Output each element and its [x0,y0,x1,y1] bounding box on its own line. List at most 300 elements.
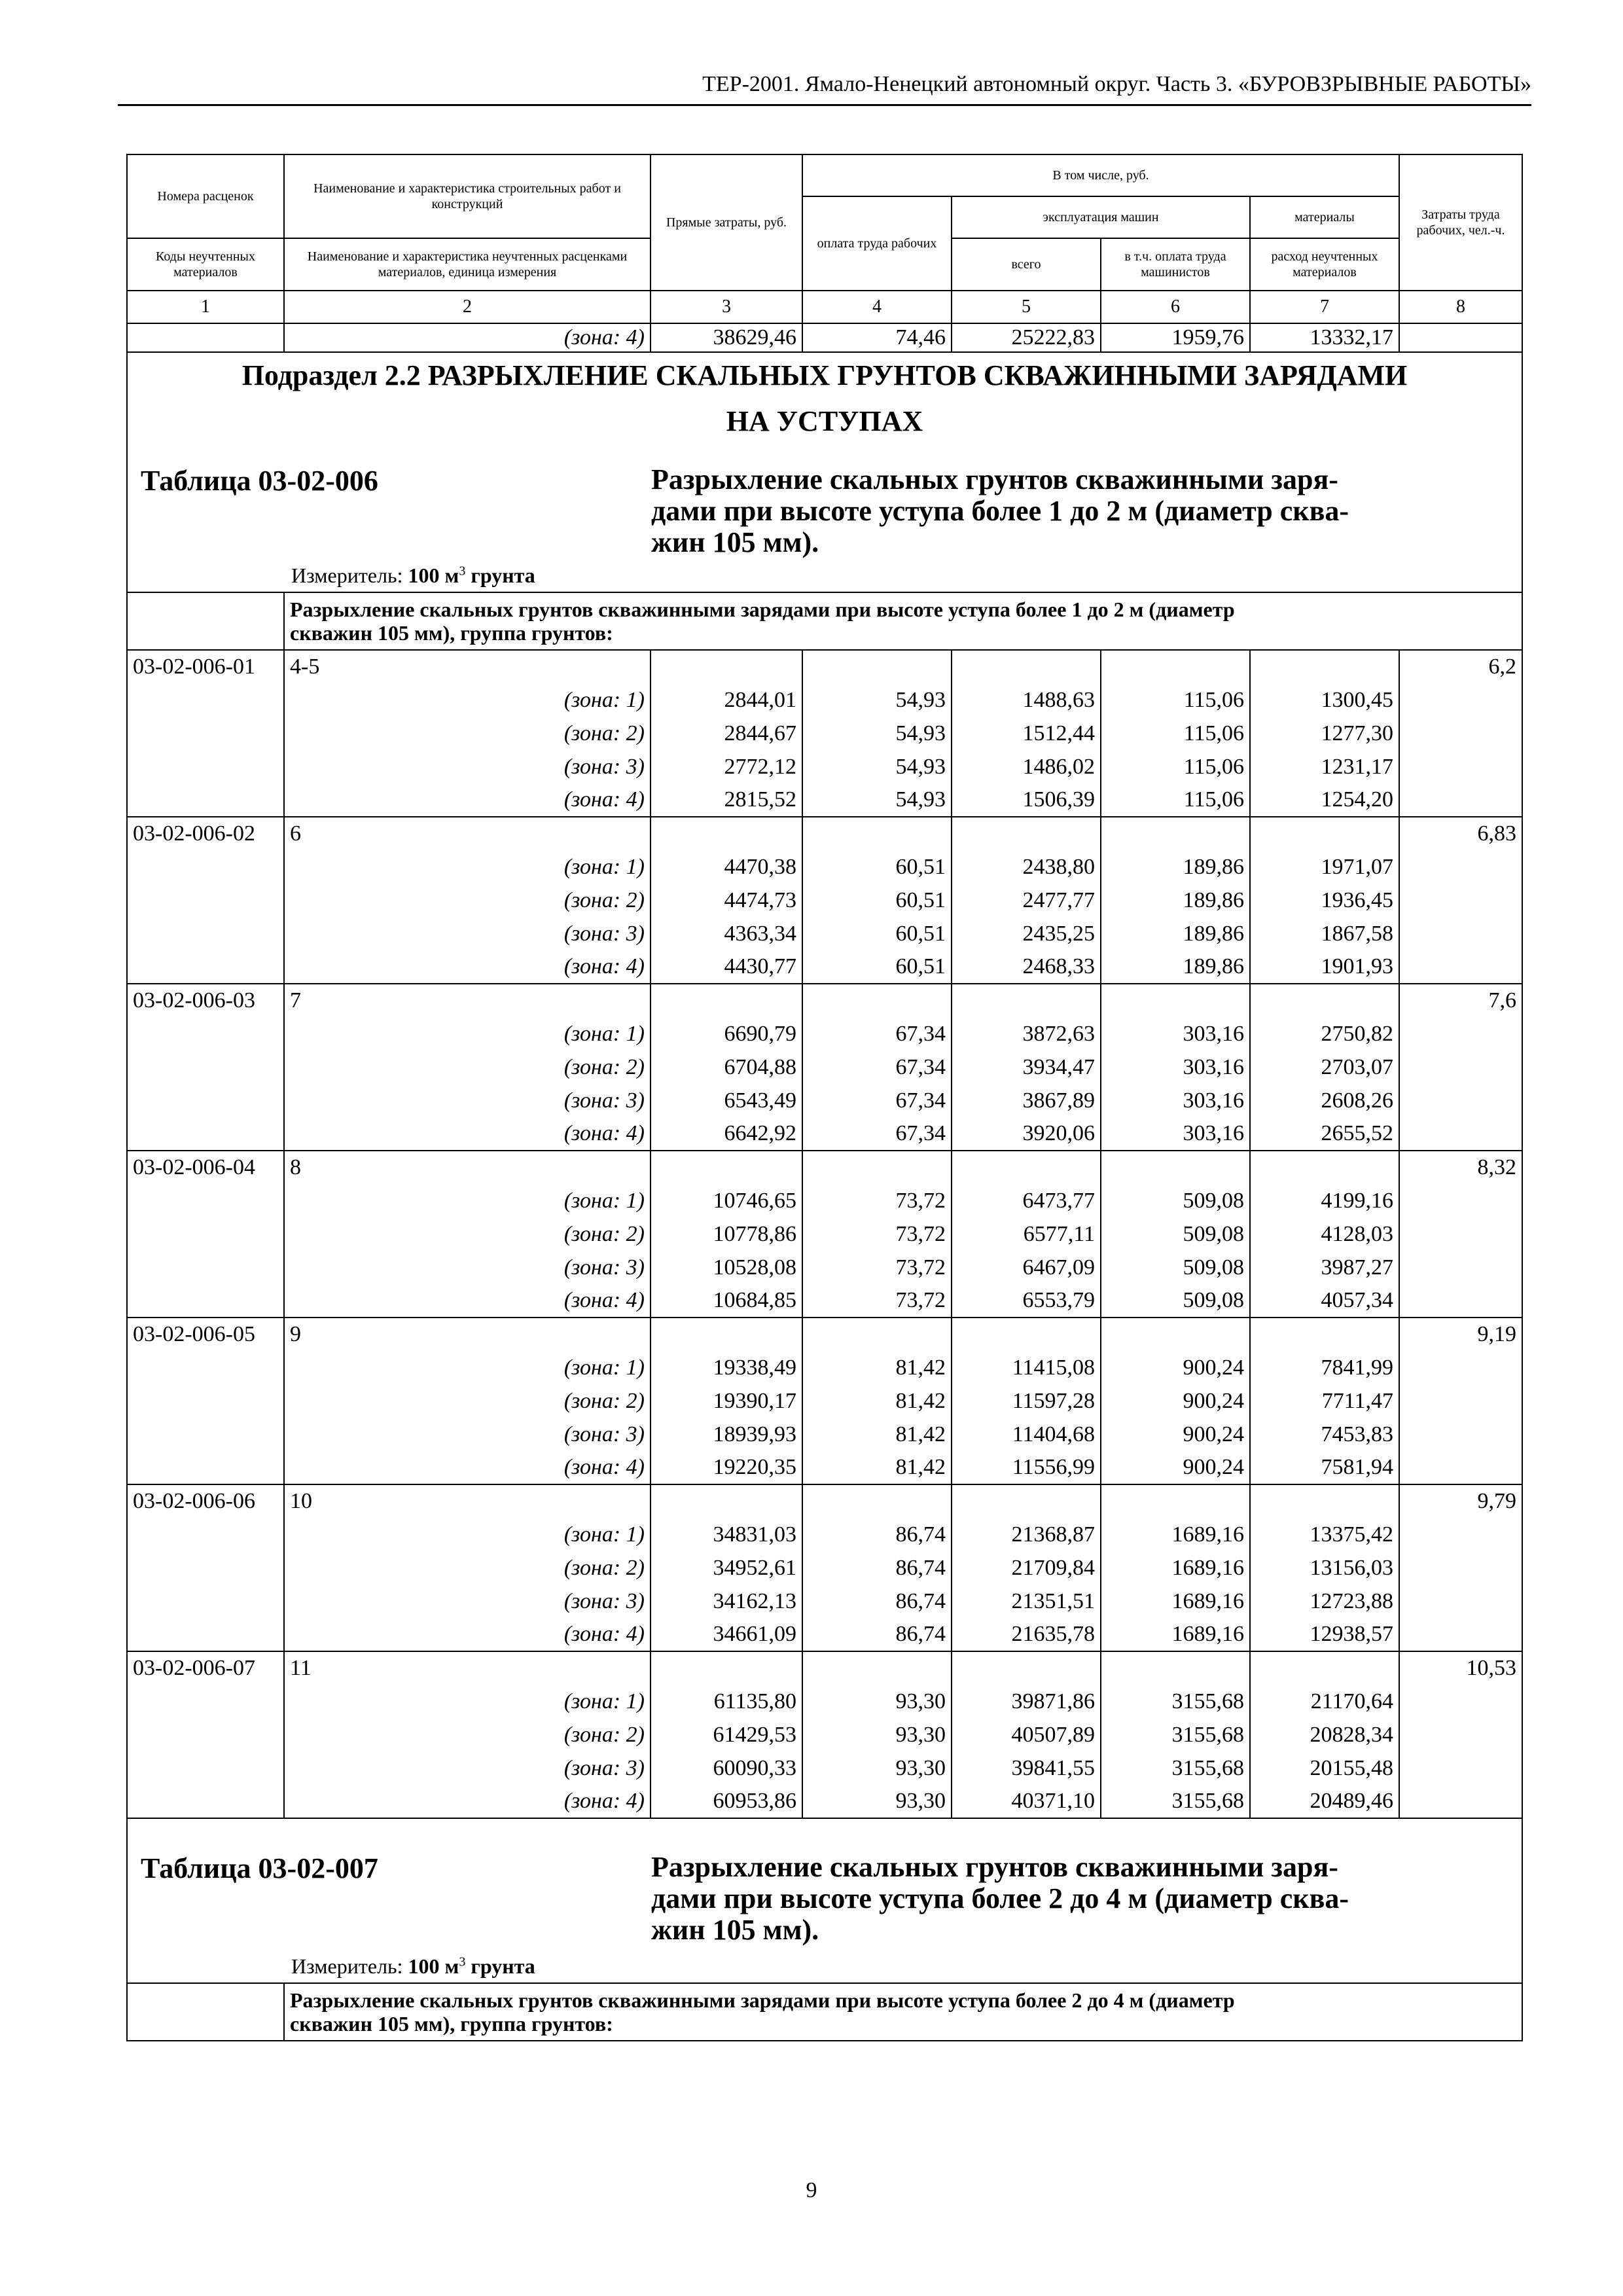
table1-title [651,464,1436,558]
zone-materials: 12723,88 [1250,1585,1399,1618]
empty-cell [1399,1418,1522,1451]
table1-desc-row [127,592,1522,650]
zone-operators: 509,08 [1101,1217,1250,1251]
zone-machines: 39871,86 [952,1685,1101,1718]
zone-row [127,1618,1522,1651]
zone-row [127,1551,1522,1585]
col-number-7: 7 [1250,291,1399,323]
col-machines-operators: в т.ч. оплата труда машинистов [1101,238,1250,291]
zone-direct: 2772,12 [651,750,802,783]
zone-materials: 4057,34 [1250,1284,1399,1318]
zone-labor: 60,51 [802,884,952,917]
zone-labor: 73,72 [802,1251,952,1284]
rate-group-header [127,1318,1522,1351]
empty-cell [127,1718,284,1751]
zone-direct: 6642,92 [651,1117,802,1151]
empty-cell [127,1585,284,1618]
zone-row [127,1251,1522,1284]
zone-direct: 4470,38 [651,850,802,884]
zone-materials: 4199,16 [1250,1184,1399,1217]
empty-cell [1399,1251,1522,1284]
zone-materials: 1971,07 [1250,850,1399,884]
zone-direct: 60953,86 [651,1785,802,1818]
zone-machines: 6467,09 [952,1251,1101,1284]
empty-cell [952,650,1101,683]
zone-labor: 54,93 [802,683,952,717]
zone-materials: 1867,58 [1250,917,1399,950]
table2-meter-unit: грунта [471,1954,535,1978]
rate-group-header [127,1651,1522,1685]
zone-label: (зона: 1) [284,683,651,717]
rate-code: 03-02-006-04 [127,1151,284,1184]
col-number-5: 5 [952,291,1101,323]
zone-row [127,1184,1522,1217]
zone-label: (зона: 4) [284,783,651,817]
empty-cell [1250,1318,1399,1351]
zone-label: (зона: 2) [284,1718,651,1751]
empty-cell [127,884,284,917]
zone-operators: 509,08 [1101,1284,1250,1318]
zone-row [127,1751,1522,1785]
zone-machines: 21709,84 [952,1551,1101,1585]
zone-row [127,783,1522,817]
zone-label: (зона: 3) [284,917,651,950]
zone-label: (зона: 2) [284,1551,651,1585]
zone-direct: 2844,01 [651,683,802,717]
zone-row [127,1585,1522,1618]
rate-labor-hours: 9,79 [1399,1484,1522,1518]
zone-machines: 21351,51 [952,1585,1101,1618]
zone-materials: 1277,30 [1250,717,1399,750]
empty-cell [1399,1117,1522,1151]
zone-row [127,1351,1522,1384]
zone-machines: 2435,25 [952,917,1101,950]
zone-row [127,850,1522,884]
section-title-line-1: Подраздел 2.2 РАЗРЫХЛЕНИЕ СКАЛЬНЫХ ГРУНТОВ СКВАЖИННЫМИ ЗАРЯДАМИ [241,359,1408,391]
zone-row [127,1685,1522,1718]
empty-cell [127,1785,284,1818]
header-rule [118,104,1531,106]
empty-cell [1250,984,1399,1017]
zone-materials: 12938,57 [1250,1618,1399,1651]
column-numbers-row [127,291,1522,323]
rate-code: 03-02-006-01 [127,650,284,683]
zone-direct: 6704,88 [651,1050,802,1084]
table2-meter-value: 100 м [408,1954,459,1978]
zone-labor: 54,93 [802,783,952,817]
zone-row [127,1017,1522,1050]
empty-cell [127,1551,284,1585]
table1-title-line-1: Разрыхление скальных грунтов скважинными заря- [651,463,1338,495]
zone-labor: 86,74 [802,1518,952,1551]
empty-cell [1399,1217,1522,1251]
zone-labor: 73,72 [802,1184,952,1217]
zone-direct: 6690,79 [651,1017,802,1050]
col-number-4: 4 [802,291,952,323]
empty-cell [127,1184,284,1217]
rate-labor-hours: 10,53 [1399,1651,1522,1685]
empty-cell [1399,1284,1522,1318]
zone-operators: 303,16 [1101,1117,1250,1151]
table2-desc-line-2: скважин 105 мм), группа грунтов: [290,2012,613,2036]
col-including: В том числе, руб. [802,154,1399,196]
zone-label: (зона: 4) [284,1785,651,1818]
rate-group-header [127,1151,1522,1184]
empty-cell [1101,1318,1250,1351]
zone-operators: 1689,16 [1101,1585,1250,1618]
zone-direct: 34162,13 [651,1585,802,1618]
col-number-3: 3 [651,291,802,323]
zone-operators: 509,08 [1101,1184,1250,1217]
zone-labor: 93,30 [802,1718,952,1751]
empty-cell [127,750,284,783]
zone-label: (зона: 1) [284,1518,651,1551]
zone-labor: 86,74 [802,1585,952,1618]
empty-cell [127,917,284,950]
zone-direct: 34831,03 [651,1518,802,1551]
table2-heading [128,1819,1522,1982]
empty-cell [127,717,284,750]
zone-materials: 2608,26 [1250,1084,1399,1117]
empty-cell [651,1318,802,1351]
zone-direct: 19220,35 [651,1451,802,1484]
page-number: 9 [806,2178,817,2202]
rate-code: 03-02-006-03 [127,984,284,1017]
zone-row [127,1384,1522,1418]
empty-cell [1399,1518,1522,1551]
zone-direct: 10684,85 [651,1284,802,1318]
zone-operators: 189,86 [1101,884,1250,917]
zone-row [127,1117,1522,1151]
empty-cell [127,1017,284,1050]
zone-machines: 11597,28 [952,1384,1101,1418]
empty-cell [1101,984,1250,1017]
zone-materials: 1936,45 [1250,884,1399,917]
zone-labor: 67,34 [802,1050,952,1084]
empty-cell [1399,1718,1522,1751]
empty-cell [1399,1785,1522,1818]
zone-label: (зона: 4) [284,950,651,984]
empty-cell [127,1217,284,1251]
col-name-bottom: Наименование и характеристика неучтенных расценками материалов, единица измерения [284,238,651,291]
table1-code: Таблица 03-02-006 [141,465,378,497]
table2-title-line-2: дами при высоте уступа более 2 до 4 м (диаметр сква- [651,1882,1349,1914]
zone-label: (зона: 2) [284,884,651,917]
col-machines: эксплуатация машин [952,196,1250,238]
running-head: ТЕР-2001. Ямало-Ненецкий автономный округ. Часть 3. «БУРОВЗРЫВНЫЕ РАБОТЫ» [702,72,1531,96]
zone-direct: 2815,52 [651,783,802,817]
zone-materials: 2703,07 [1250,1050,1399,1084]
zone-machines: 40371,10 [952,1785,1101,1818]
col-number-2: 2 [284,291,651,323]
zone-row [127,917,1522,950]
empty-cell [651,1484,802,1518]
rate-name: 4-5 [284,650,651,683]
section-title-line-2: НА УСТУПАХ [726,405,923,437]
zone-materials: 3987,27 [1250,1251,1399,1284]
zone-materials: 1901,93 [1250,950,1399,984]
zone-operators: 189,86 [1101,850,1250,884]
empty-cell [802,1484,952,1518]
zone-label: (зона: 2) [284,1217,651,1251]
empty-cell [127,950,284,984]
zone-direct: 4430,77 [651,950,802,984]
zone-row [127,683,1522,717]
col-direct: Прямые затраты, руб. [651,154,802,291]
zone-row [127,1418,1522,1451]
empty-cell [1399,1451,1522,1484]
empty-cell [127,1451,284,1484]
empty-cell [1101,650,1250,683]
rate-labor-hours: 8,32 [1399,1151,1522,1184]
empty-cell [1399,1585,1522,1618]
rate-name: 9 [284,1318,651,1351]
zone-operators: 900,24 [1101,1351,1250,1384]
table1-meter-value: 100 м [408,564,459,587]
zone-operators: 1689,16 [1101,1618,1250,1651]
zone-machines: 6473,77 [952,1184,1101,1217]
zone-machines: 1488,63 [952,683,1101,717]
rate-group-header [127,984,1522,1017]
empty-cell [127,850,284,884]
empty-cell [952,1318,1101,1351]
col-materials: материалы [1250,196,1399,238]
carry-zone: (зона: 4) [284,323,651,352]
zone-labor: 60,51 [802,850,952,884]
zone-labor: 93,30 [802,1685,952,1718]
zone-materials: 4128,03 [1250,1217,1399,1251]
empty-cell [1399,917,1522,950]
zone-label: (зона: 1) [284,850,651,884]
zone-materials: 1300,45 [1250,683,1399,717]
zone-machines: 3934,47 [952,1050,1101,1084]
empty-cell [127,1251,284,1284]
zone-machines: 1512,44 [952,717,1101,750]
zone-label: (зона: 2) [284,1050,651,1084]
zone-materials: 13156,03 [1250,1551,1399,1585]
zone-machines: 3920,06 [952,1117,1101,1151]
empty-cell [1399,1685,1522,1718]
table1-desc-line-2: скважин 105 мм), группа грунтов: [290,621,613,645]
table1-title-line-2: дами при высоте уступа более 1 до 2 м (диаметр сква- [651,495,1349,527]
table1-desc-line-1: Разрыхление скальных грунтов скважинными зарядами при высоте уступа более 1 до 2 м (диаметр [290,598,1235,621]
zone-operators: 115,06 [1101,783,1250,817]
empty-cell [651,1151,802,1184]
zone-machines: 3872,63 [952,1017,1101,1050]
empty-cell [802,817,952,850]
zone-labor: 73,72 [802,1217,952,1251]
empty-cell [127,1418,284,1451]
zone-labor: 81,42 [802,1384,952,1418]
zone-machines: 11404,68 [952,1418,1101,1451]
zone-labor: 81,42 [802,1351,952,1384]
zone-operators: 303,16 [1101,1017,1250,1050]
zone-direct: 34661,09 [651,1618,802,1651]
zone-labor: 67,34 [802,1017,952,1050]
empty-cell [1101,1151,1250,1184]
empty-cell [651,817,802,850]
zone-row [127,1518,1522,1551]
zone-label: (зона: 1) [284,1685,651,1718]
table2-heading-row [127,1818,1522,1983]
col-labor-pay: оплата труда рабочих [802,196,952,291]
section-heading-row [127,352,1522,592]
zone-operators: 115,06 [1101,717,1250,750]
zone-labor: 93,30 [802,1751,952,1785]
empty-cell [802,984,952,1017]
zone-labor: 86,74 [802,1551,952,1585]
table1-title-line-3: жин 105 мм). [651,526,819,558]
zone-row [127,1217,1522,1251]
rate-labor-hours: 7,6 [1399,984,1522,1017]
table2-title-line-3: жин 105 мм). [651,1914,819,1946]
empty-cell [127,1618,284,1651]
empty-cell [1399,1351,1522,1384]
empty-cell [952,1484,1101,1518]
col-codes-bottom: Коды неучтенных материалов [127,238,284,291]
zone-label: (зона: 1) [284,1017,651,1050]
table1-groups [127,650,1522,1818]
zone-direct: 4363,34 [651,917,802,950]
zone-row [127,1451,1522,1484]
rate-group-header [127,1484,1522,1518]
zone-row [127,717,1522,750]
table1-desc-spacer [127,592,284,650]
carry-labor: 74,46 [802,323,952,352]
empty-cell [1250,650,1399,683]
col-number-6: 6 [1101,291,1250,323]
empty-cell [802,1318,952,1351]
table1-meter-label: Измеритель: [291,564,403,587]
zone-label: (зона: 2) [284,717,651,750]
empty-cell [952,1151,1101,1184]
table1-meter [291,564,535,588]
zone-machines: 21368,87 [952,1518,1101,1551]
col-number-8: 8 [1399,291,1522,323]
zone-labor: 86,74 [802,1618,952,1651]
table2-meter-label: Измеритель: [291,1954,403,1978]
table2-code: Таблица 03-02-007 [141,1852,378,1884]
empty-cell [1399,750,1522,783]
zone-label: (зона: 3) [284,750,651,783]
table1-meter-sup: 3 [459,564,466,579]
zone-machines: 6577,11 [952,1217,1101,1251]
table2-meter-sup: 3 [459,1954,466,1969]
zone-operators: 900,24 [1101,1384,1250,1418]
empty-cell [1399,1017,1522,1050]
zone-direct: 10528,08 [651,1251,802,1284]
zone-operators: 3155,68 [1101,1685,1250,1718]
zone-direct: 61135,80 [651,1685,802,1718]
empty-cell [952,817,1101,850]
zone-label: (зона: 3) [284,1251,651,1284]
empty-cell [1399,950,1522,984]
zone-machines: 21635,78 [952,1618,1101,1651]
zone-materials: 2655,52 [1250,1117,1399,1151]
carry-row [127,323,1522,352]
zone-row [127,950,1522,984]
zone-operators: 3155,68 [1101,1751,1250,1785]
empty-cell [127,1084,284,1117]
rate-name: 6 [284,817,651,850]
zone-machines: 11556,99 [952,1451,1101,1484]
rates-table [126,154,1523,2041]
rate-labor-hours: 9,19 [1399,1318,1522,1351]
carry-machines: 25222,83 [952,323,1101,352]
col-number-1: 1 [127,291,284,323]
table1-description [284,592,1522,650]
empty-cell [127,783,284,817]
table1-meter-unit: грунта [471,564,535,587]
zone-materials: 20828,34 [1250,1718,1399,1751]
zone-materials: 21170,64 [1250,1685,1399,1718]
empty-cell [127,1751,284,1785]
empty-cell [1399,1384,1522,1418]
table2-title-line-1: Разрыхление скальных грунтов скважинными заря- [651,1851,1338,1883]
empty-cell [1250,1151,1399,1184]
empty-cell [1101,1484,1250,1518]
empty-cell [802,1651,952,1685]
zone-direct: 60090,33 [651,1751,802,1785]
zone-labor: 81,42 [802,1451,952,1484]
col-machines-total: всего [952,238,1101,291]
zone-direct: 10778,86 [651,1217,802,1251]
zone-labor: 67,34 [802,1117,952,1151]
empty-cell [651,984,802,1017]
empty-cell [1250,817,1399,850]
zone-materials: 7453,83 [1250,1418,1399,1451]
zone-machines: 40507,89 [952,1718,1101,1751]
empty-cell [1101,1651,1250,1685]
rate-group-header [127,817,1522,850]
table2-heading-cell [127,1818,1522,1983]
empty-cell [1399,783,1522,817]
zone-label: (зона: 3) [284,1418,651,1451]
zone-materials: 1231,17 [1250,750,1399,783]
zone-labor: 67,34 [802,1084,952,1117]
zone-label: (зона: 4) [284,1451,651,1484]
col-codes-top: Номера расценок [127,154,284,238]
zone-machines: 11415,08 [952,1351,1101,1384]
zone-machines: 1506,39 [952,783,1101,817]
empty-cell [127,1685,284,1718]
zone-row [127,1284,1522,1318]
zone-machines: 6553,79 [952,1284,1101,1318]
zone-label: (зона: 1) [284,1184,651,1217]
rate-code: 03-02-006-05 [127,1318,284,1351]
rate-code: 03-02-006-02 [127,817,284,850]
zone-materials: 20155,48 [1250,1751,1399,1785]
zone-machines: 3867,89 [952,1084,1101,1117]
zone-direct: 10746,65 [651,1184,802,1217]
empty-cell [651,650,802,683]
zone-label: (зона: 4) [284,1117,651,1151]
empty-cell [1250,1484,1399,1518]
zone-label: (зона: 1) [284,1351,651,1384]
empty-cell [127,683,284,717]
rate-name: 8 [284,1151,651,1184]
zone-operators: 189,86 [1101,917,1250,950]
empty-cell [1399,1084,1522,1117]
table2-meter [291,1954,535,1979]
table2-description [284,1983,1522,2041]
zone-direct: 19390,17 [651,1384,802,1418]
rate-code: 03-02-006-07 [127,1651,284,1685]
zone-row [127,750,1522,783]
col-labor-hours: Затраты труда рабочих, чел.-ч. [1399,154,1522,291]
zone-label: (зона: 2) [284,1384,651,1418]
empty-cell [802,1151,952,1184]
